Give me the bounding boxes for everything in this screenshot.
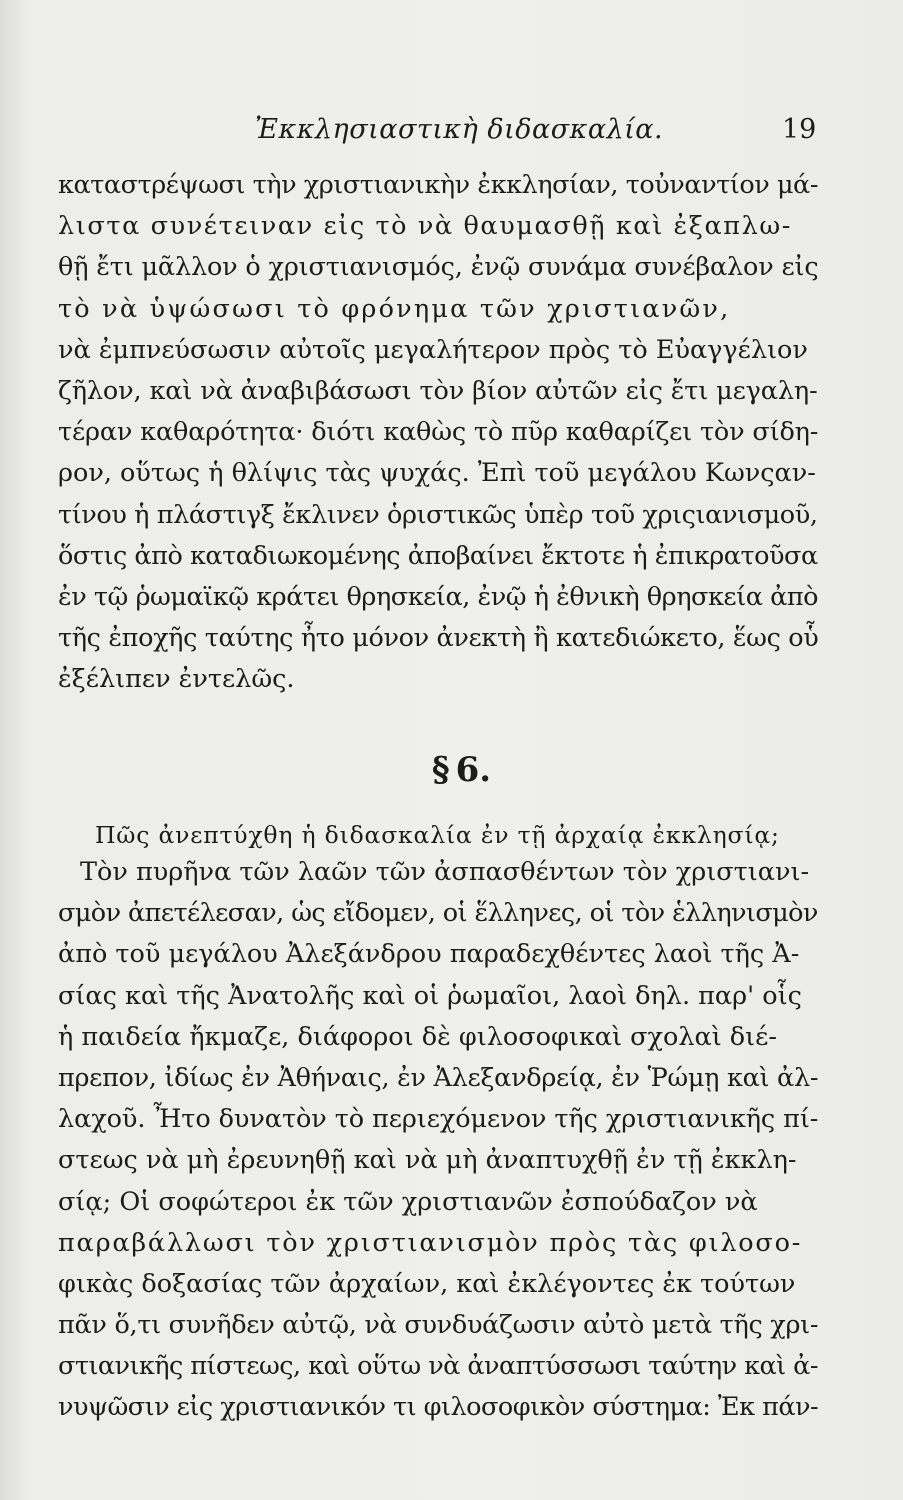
text-line: λιστα συνέτειναν εἰς τὸ νὰ θαυμασθῇ καὶ ἐξαπλω- [58, 211, 793, 242]
text-line: καταστρέψωσι τὴν χριστιανικὴν ἐκκλησίαν, τοὐναντίον μά- [58, 170, 818, 200]
text-line: λαχοῦ. Ἦτο δυνατὸν τὸ περιεχόμενον τῆς χριστιανικῆς πί- [58, 1104, 819, 1135]
text-line: τὸ νὰ ὑψώσωσι τὸ φρόνημα τῶν χριστιανῶν, [58, 293, 731, 324]
section-digit: 6. [455, 750, 492, 790]
text-line: τέραν καθαρότητα· διότι καθὼς τὸ πῦρ καθαρίζει τὸν σίδη- [58, 417, 819, 448]
text-line: ἀπὸ τοῦ μεγάλου Ἀλεξάνδρου παραδεχθέντες λαοὶ τῆς Ἀ- [58, 939, 800, 970]
paragraph-section-6 [58, 852, 818, 1429]
text-line: τῆς ἐποχῆς ταύτης ἦτο μόνον ἀνεκτὴ ἢ κατεδιώκετο, ἕως οὗ [58, 623, 819, 654]
section-number [0, 750, 903, 790]
text-line: ἐν τῷ ῥωμαϊκῷ κράτει θρησκεία, ἐνῷ ἡ ἐθνικὴ θρησκεία ἀπὸ [58, 581, 819, 612]
text-line: Τὸν πυρῆνα τῶν λαῶν τῶν ἀσπασθέντων τὸν χριστιανι- [80, 857, 810, 887]
section-heading: Πῶς ἀνεπτύχθη ἡ διδασκαλία ἐν τῇ ἀρχαίᾳ ἐκκλησίᾳ; [95, 821, 780, 849]
text-line: στεως νὰ μὴ ἐρευνηθῇ καὶ νὰ μὴ ἀναπτυχθῇ ἐν τῇ ἐκκλη- [58, 1145, 797, 1176]
text-line: ζῆλον, καὶ νὰ ἀναβιβάσωσι τὸν βίον αὐτῶν εἰς ἔτι μεγαλη- [58, 375, 818, 406]
text-line: πᾶν ὅ,τι συνῆδεν αὐτῷ, νὰ συνδυάζωσιν αὐτὸ μετὰ τῆς χρι- [58, 1310, 819, 1341]
page-header [0, 114, 903, 154]
text-line: ρον, οὕτως ἡ θλίψις τὰς ψυχάς. Ἐπὶ τοῦ μεγάλου Κωνςαν- [58, 458, 816, 489]
text-line: παραβάλλωσι τὸν χριστιανισμὸν πρὸς τὰς φιλοσο- [58, 1227, 803, 1258]
text-line: σίας καὶ τῆς Ἀνατολῆς καὶ οἱ ῥωμαῖοι, λαοὶ δηλ. παρ' οἷς [58, 980, 802, 1011]
text-line: ὅστις ἀπὸ καταδιωκομένης ἀποβαίνει ἔκτοτε ἡ ἐπικρατοῦσα [58, 540, 818, 571]
text-line: σίᾳ; Οἱ σοφώτεροι ἐκ τῶν χριστιανῶν ἐσπούδαζον νὰ [58, 1186, 758, 1217]
text-line: στιανικῆς πίστεως, καὶ οὕτω νὰ ἀναπτύσσωσι ταύτην καὶ ἀ- [58, 1351, 818, 1382]
text-line: τίνου ἡ πλάστιγξ ἔκλινεν ὁριστικῶς ὑπὲρ τοῦ χριςιανισμοῦ, [58, 499, 818, 530]
page-number: 19 [782, 114, 817, 145]
text-line: νυψῶσιν εἰς χριστιανικόν τι φιλοσοφικὸν σύστημα: Ἐκ πάν- [58, 1392, 819, 1423]
text-line: ἡ παιδεία ἤκμαζε, διάφοροι δὲ φιλοσοφικαὶ σχολαὶ διέ- [58, 1021, 777, 1052]
text-line: νὰ ἐμπνεύσωσιν αὐτοῖς μεγαλήτερον πρὸς τὸ Εὐαγγέλιον [58, 334, 808, 365]
text-line: πρεπον, ἰδίως ἐν Ἀθήναις, ἐν Ἀλεξανδρείᾳ, ἐν Ῥώμῃ καὶ ἀλ- [58, 1062, 819, 1093]
paragraph-continued [58, 165, 818, 700]
text-line: φικὰς δοξασίας τῶν ἀρχαίων, καὶ ἐκλέγοντες ἐκ τούτων [58, 1268, 796, 1299]
text-line: θῇ ἔτι μᾶλλον ὁ χριστιανισμός, ἐνῷ συνάμα συνέβαλον εἰς [58, 252, 819, 283]
text-line: ἐξέλιπεν ἐντελῶς. [58, 664, 295, 695]
running-title: Ἐκκλησιαστικὴ διδασκαλία. [255, 114, 664, 145]
text-line: σμὸν ἀπετέλεσαν, ὡς εἴδομεν, οἱ ἕλληνες, οἱ τὸν ἑλληνισμὸν [58, 898, 818, 929]
section-symbol: § [431, 750, 450, 790]
